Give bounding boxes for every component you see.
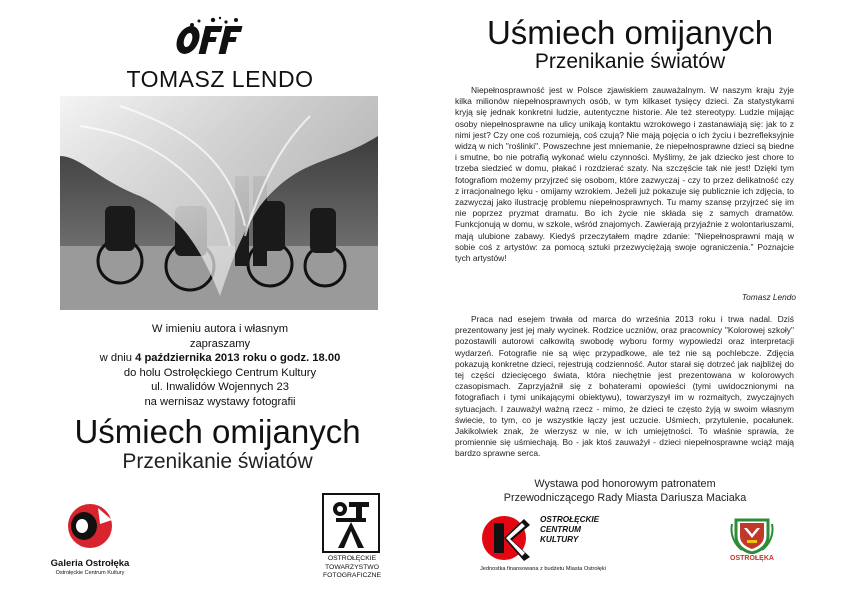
invitation-text: [60, 322, 380, 410]
off-logo: [168, 16, 246, 60]
otf-name-line: TOWARZYSTWO: [325, 563, 379, 571]
essay-author: Tomasz Lendo: [741, 292, 796, 302]
patronage-text: [440, 477, 810, 505]
invitation-line: zapraszamy: [189, 337, 251, 350]
patronage-line: Przewodniczącego Rady Miasta Dariusza Maciaka: [503, 492, 747, 504]
invitation-line: ul. Inwalidów Wojennych 23: [151, 381, 289, 394]
otf-name: [300, 555, 404, 581]
otf-name-line: OSTROŁĘCKIE: [327, 555, 377, 562]
invitation-date-line: [60, 351, 380, 366]
invitation-date-prefix: w dniu: [99, 352, 136, 365]
exhibition-subtitle: Przenikanie światów: [122, 450, 313, 473]
invitation-line: W imieniu autora i własnym: [151, 323, 289, 335]
ock-subtitle: Jednostka finansowana z budżetu Miasta Ostrołęki: [480, 566, 606, 572]
galeria-subtitle: Ostrołęckie Centrum Kultury: [55, 570, 125, 576]
essay-paragraph-2: Praca nad esejem trwała od marca do września 2013 roku i trwa nadal. Dziś prezentowany jest jej mały wycinek. Rodzice uczniów, oraz pracownicy "Kolorowej szkoły" pozostawili autorowi całkowitą swobodę wyboru formy wypowiedzi oraz interpretacji wydarzeń. Fotografie nie są więc przypadkowe, ale też nie są pochlebcze. Zdjęcia pokazują konkretne dzieci, rejestrują codzienność. Autor starał się dotrzeć jak najbliżej do tej części dziecięcego świata, która niechętnie jest prezentowana w kolorowych czasopismach. Zaprzyjaźnił się z bohaterami opowieści (tymi uwidocznionymi na fotografiach i tymi unikającymi obiektywu), towarzyszył im w rozmaitych, zwyczajnych sytuacjach. I zauważył ważną rzecz - mimo, że dzieci te często żyją w swoim własnym świecie, to tym, co je wszystkie łączy jest uczucie. Uśmiech, przytulenie, pocałunek. Jakikolwiek znak, że wierzysz w nie, w ich umiejętności. To właśnie sprawia, że promiennie się uśmiechają. Bo - jak ktoś zauważył - dzieci niepełnosprawne wciąż mają bardzo sprawne serca.: [455, 314, 794, 459]
exhibition-subtitle-right: Przenikanie światów: [534, 50, 726, 73]
invitation-line: do holu Ostrołęckiego Centrum Kultury: [123, 366, 317, 379]
ock-name-line: CENTRUM: [540, 525, 581, 534]
ock-name: [540, 515, 620, 545]
ock-name-line: OSTROŁĘCKIE: [540, 515, 600, 524]
ock-name-line: KULTURY: [540, 535, 579, 544]
otf-logo: [322, 493, 380, 553]
ostroleka-crest: [730, 514, 774, 554]
city-name: OSTROŁĘKA: [730, 555, 774, 562]
invitation-date: 4 października 2013 roku o godz. 18.00: [135, 352, 341, 365]
galeria-name: Galeria Ostrołęka: [50, 558, 130, 569]
essay-paragraph: Niepełnosprawność jest w Polsce zjawiskiem zauważalnym. W naszym kraju żyje kilka milionów niepełnosprawnych osób, w tym kilkaset tysięcy dzieci. Za statystykami kryją się jednak konkretni ludzie, autentyczne historie. Ale też stereotypy. Ludzie mijając osoby niepełnosprawne na ulicy unikają kontaktu wzrokowego i zastanawiają się: jak to z nimi jest? Czy one coś rozumieją, coś czują? Nie mają pojęcia o ich życiu i bezrefleksyjnie widzą w nich "roślinki". Powszechne jest mniemanie, że niepełnosprawne dzieci są biedne i smutne, bo nie potrafią wykonać wielu czynności. Myślimy, że jak dziecko jest chore to trzeba siedzieć w domu, płakać i rozdzierać szaty. Na szczęście tak nie jest! Dzięki tym fotografiom możemy przyjrzeć się osobom, które zazwyczaj - czy to przez delikatność czy z irracjonalnego lęku - omijamy wzrokiem. Jeżeli już pokazuje się publicznie ich zdjęcia, to zazwyczaj jako ilustrację problemu niepełnosprawnych. Tu mamy szansę przyjrzeć się im nie poprzez pryzmat dramatu. Bo ich życie nie składa się z samych dramatów. Funkcjonują w domu, w szkole, wśród znajomych. Zawierają przyjaźnie z wolontariuszami, mają ulubione zabawy. Kiedyś przeczytałem mądre zdanie: "Niepełnosprawni mają w sobie coś z artystów: za pomocą sztuki przezwyciężają swoje ograniczenia." Poznajcie tych artystów!: [455, 85, 794, 264]
exhibition-photo: [60, 96, 378, 310]
exhibition-title: Uśmiech omijanych: [74, 413, 361, 450]
artist-name: TOMASZ LENDO: [126, 66, 314, 92]
invitation-line: na wernisaz wystawy fotografii: [144, 395, 296, 408]
ock-logo: [480, 513, 542, 563]
otf-name-line: FOTOGRAFICZNE: [322, 572, 382, 580]
patronage-line: Wystawa pod honorowym patronatem: [534, 478, 716, 490]
exhibition-title-right: Uśmiech omijanych: [486, 14, 774, 51]
